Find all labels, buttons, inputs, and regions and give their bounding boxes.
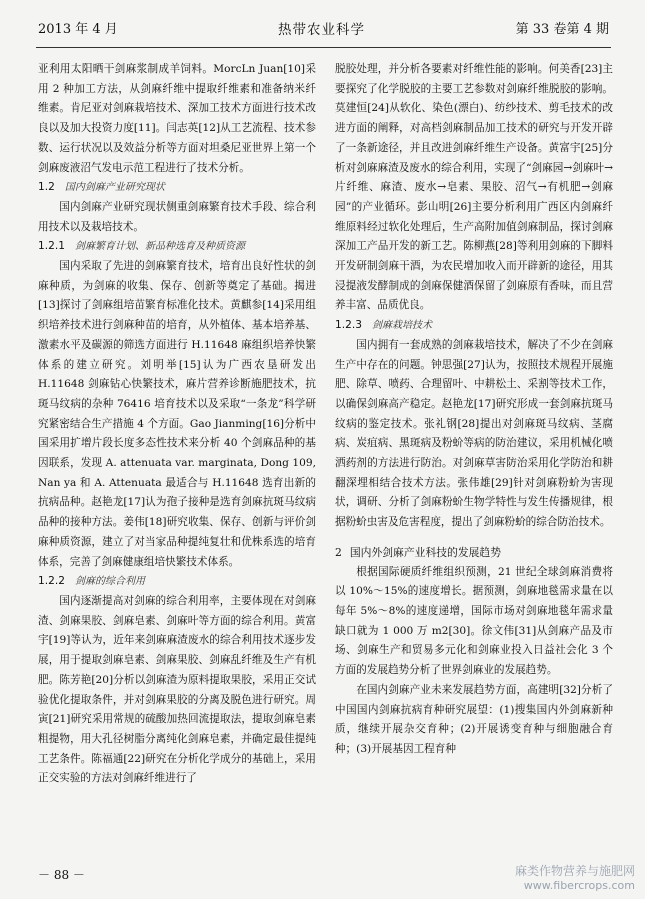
paragraph: 国内采取了先进的剑麻繁育技术，培育出良好性状的剑麻种质，为剑麻的收集、保存、创新等奠定了基础。揭进[13]探讨了剑麻组培苗繁育标准化技术。黄麒参[14]采用组织培养技术进行剑麻种苗的培育，从外植体、基本培养基、激素水平及碳源的筛选方面进行 H.11648 麻组织培养快繁体系的建立研究。刘明举[15]认为广西农垦研发出 H.11648 剑麻钻心快繁技术，麻片营养诊断施肥技术，抗斑马纹病的杂种 76416 培育技术以及采取“一条龙”科学研究紧密结合生产措施 4 个方面。Gao Jianming[16]分析中国采用扩增片段长度多态性技术来分析 40 个剑麻品种的基因联系，发现 A. attenuata var. marginata, Dong 109, Nan ya 和 A. Attenuata 最适合与 H.11648 选育出新的抗病品种。赵艳龙[17]认为孢子接种是选育剑麻抗斑马纹病品种的接种方法。姜伟[18]研究收集、保存、创新与评价剑麻种质资源，建立了对当家品种提纯复壮和优株系选的培育体系，完善了剑麻健康组培快繁技术体系。 <box>38 260 316 568</box>
left-column <box>38 60 316 789</box>
spacer <box>335 533 613 543</box>
journal-title: 热带农业科学 <box>278 22 365 38</box>
section-heading-1-2-1 <box>38 237 316 257</box>
section-title: 国内剑麻产业研究现状 <box>64 182 165 194</box>
watermark-url: www.fibercrops.com <box>523 879 635 892</box>
section-number: 1.2.3 <box>335 319 362 332</box>
section-title: 剑麻繁育计划、新品种选育及种质资源 <box>74 241 245 253</box>
section-heading-1-2-2 <box>38 572 316 592</box>
paragraph: 亚利用太阳晒干剑麻浆制成羊饲料。MorcLn Juan[10]采用 2 种加工方法，从剑麻纤维中提取纤维素和准备纳米纤维素。肯尼亚对剑麻栽培技术、深加工技术方面进行技术改良以及加大投资力度[11]。闫志英[12]从工艺流程、技术参数、运行状况以及效益分析等方面对坦桑尼亚世界上第一个剑麻废液沼气发电示范工程进行了技术分析。 <box>38 63 316 174</box>
header-rule <box>36 47 611 48</box>
section-title: 国内外剑麻产业科技的发展趋势 <box>349 545 502 559</box>
watermark-text: 麻类作物营养与施肥网 <box>514 864 635 878</box>
volume-issue: 第 33 卷第 4 期 <box>515 22 609 37</box>
paragraph: 脱胶处理，并分析各要素对纤维性能的影响。何美香[23]主要探究了化学脱胶的主要工艺参数对剑麻纤维脱胶的影响。莫建恒[24]从软化、染色(漂白)、纺纱技术、剪毛技术的改进方面的阐释，对高档剑麻制品加工技术的研究与开发开辟了一条新途径，并且改进剑麻纤维生产设备。黄富宇[25]分析对剑麻麻渣及废水的综合利用，实现了“剑麻园→剑麻叶→片纤维、麻渣、废水→皂素、果胶、沼气→有机肥→剑麻园”的产业循环。彭山明[26]主要分析利用广西区内剑麻纤维原料经过软化处理后，生产高附加值剑麻制品，探讨剑麻深加工产品开发的新工艺。陈柳燕[28]等利用剑麻的下脚料开发研制剑麻干酒，为农民增加收入而开辟新的途径，用其浸提液发酵制成的剑麻保健酒保留了剑麻原有香味，而且营养丰富、品质优良。 <box>335 63 613 312</box>
page-number: － 88 － <box>38 868 85 882</box>
section-title: 剑麻的综合利用 <box>74 576 145 588</box>
paragraph: 在国内剑麻产业未来发展趋势方面，高建明[32]分析了中国国内剑麻抗病育种研究展望：(1)搜集国内外剑麻新种质，继续开展杂交育种；(2)开展诱变育种与细胞融合育种；(3)开展基因工程育种 <box>335 683 613 755</box>
paragraph: 国内逐渐提高对剑麻的综合利用率，主要体现在对剑麻渣、剑麻果胶、剑麻皂素、剑麻叶等方面的综合利用。黄富宇[19]等认为，近年来剑麻麻渣废水的综合利用技术逐步发展，用于提取剑麻皂素、剑麻果胶、剑麻乱纤维及生产有机肥。陈芳艳[20]分析以剑麻渣为原料提取果胶，采用正交试验优化提取条件，并对剑麻果胶的分离及脱色进行研究。周寅[21]研究采用常规的硫酸加热回流提取法，提取剑麻皂素粗提物，用大孔径树脂分离纯化剑麻皂素，并确定最佳提纯工艺条件。陈福通[22]研究在分析化学成分的基础上，采用正交实验的方法对剑麻纤维进行了 <box>38 594 316 785</box>
paragraph: 国内剑麻产业研究现状侧重剑麻繁育技术手段、综合利用技术以及栽培技术。 <box>38 200 316 233</box>
section-heading-2 <box>335 543 613 563</box>
section-number: 1.2.2 <box>38 575 65 588</box>
section-number: 2 <box>335 545 342 559</box>
section-heading-1-2-3 <box>335 316 613 336</box>
issue-date: 2013 年 4 月 <box>38 22 118 37</box>
section-number: 1.2 <box>38 181 55 194</box>
section-number: 1.2.1 <box>38 240 65 253</box>
paragraph: 根据国际硬质纤维组织预测，21 世纪全球剑麻消费将以 10%～15%的速度增长。据预测，剑麻地毯需求量在以每年 5%～8%的速度递增，国际市场对剑麻地毯年需求量缺口就为 1 000 万 m2[30]。徐文伟[31]从剑麻产品及市场、剑麻生产和贸易多元化和剑麻业投入日益社会化 3 个方面的发展趋势分析了世界剑麻业的发展趋势。 <box>335 565 613 677</box>
page-header <box>0 0 645 54</box>
section-title: 剑麻栽培技术 <box>371 320 432 332</box>
watermark <box>515 862 635 892</box>
section-heading-1-2 <box>38 178 316 198</box>
right-column <box>335 60 613 760</box>
paragraph: 国内拥有一套成熟的剑麻栽培技术，解决了不少在剑麻生产中存在的问题。钟思强[27]认为，按照技术规程开展施肥、除草、喷药、合理留叶、中耕松土、采割等技术工作，以确保剑麻高产稳定。赵艳龙[17]研究形成一套剑麻抗斑马纹病的鉴定技术。张礼钢[28]提出对剑麻斑马纹病、茎腐病、炭疽病、黑斑病及粉蚧等病的防治建议，采用机械化喷洒药剂的方法进行防治。对剑麻草害防治采用化学防治和耕翻深埋相结合技术方法。张伟雄[29]针对剑麻粉蚧为害现状，调研、分析了剑麻粉蚧生物学特性与发生传播规律，根据粉蚧虫害及危害程度，提出了剑麻粉蚧的综合防治技术。 <box>335 338 613 529</box>
